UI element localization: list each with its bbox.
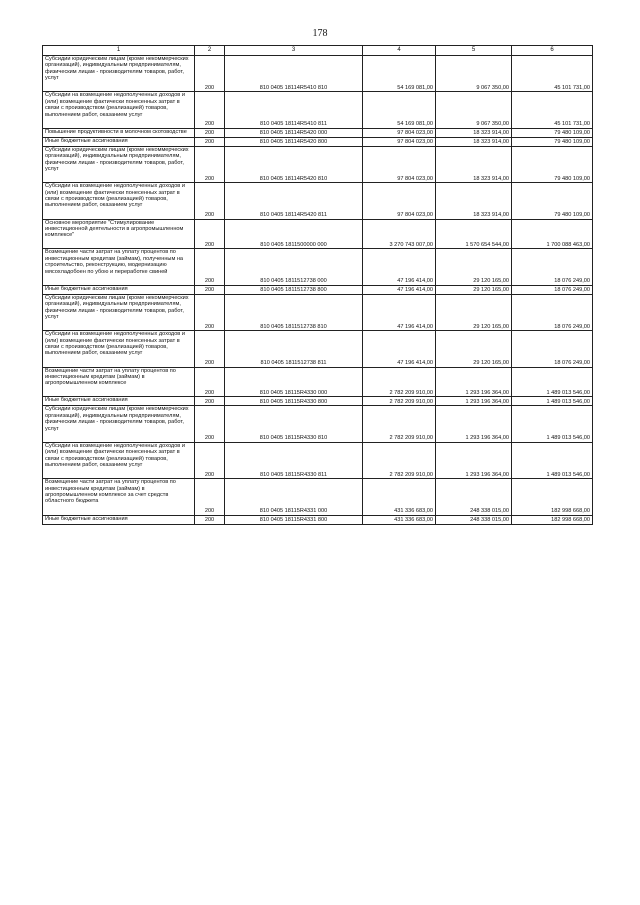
header-col-3: 3 bbox=[225, 46, 363, 56]
row-name-cell: Субсидии юридическим лицам (кроме некоммерческих организаций), индивидуальным предпринимателям, физическим лицам - производителям товаров, работ, услуг bbox=[43, 146, 195, 182]
row-name-cell: Субсидии юридическим лицам (кроме некоммерческих организаций), индивидуальным предпринимателям, физическим лицам - производителям товаров, работ, услуг bbox=[43, 406, 195, 442]
row-code-cell: 200 bbox=[195, 219, 225, 249]
row-code-cell: 200 bbox=[195, 183, 225, 219]
table-row bbox=[43, 397, 593, 406]
row-plan-cell: 47 196 414,00 bbox=[363, 331, 436, 367]
table-row bbox=[43, 128, 593, 137]
table-row bbox=[43, 137, 593, 146]
row-code-cell: 200 bbox=[195, 397, 225, 406]
row-plan-cell: 97 804 023,00 bbox=[363, 146, 436, 182]
header-col-2: 2 bbox=[195, 46, 225, 56]
row-name-cell: Возмещение части затрат на уплату процентов по инвестиционным кредитам (займам), полученным на строительство, реконструкцию, модернизацию мясохладобоен по убою и переработке свиней bbox=[43, 249, 195, 285]
row-code-cell: 200 bbox=[195, 128, 225, 137]
table-row bbox=[43, 515, 593, 524]
row-rest-cell: 18 076 249,00 bbox=[512, 285, 593, 294]
row-rest-cell: 79 480 109,00 bbox=[512, 146, 593, 182]
row-rest-cell: 45 101 731,00 bbox=[512, 56, 593, 92]
row-exec-cell: 18 323 914,00 bbox=[436, 128, 512, 137]
row-rest-cell: 1 489 013 546,00 bbox=[512, 367, 593, 397]
table-row bbox=[43, 406, 593, 442]
row-kbk-cell: 810 0405 18114R5420 800 bbox=[225, 137, 363, 146]
row-code-cell: 200 bbox=[195, 442, 225, 478]
header-col-4: 4 bbox=[363, 46, 436, 56]
row-code-cell: 200 bbox=[195, 285, 225, 294]
row-rest-cell: 18 076 249,00 bbox=[512, 249, 593, 285]
table-header bbox=[43, 46, 593, 56]
row-exec-cell: 9 067 350,00 bbox=[436, 56, 512, 92]
row-kbk-cell: 810 0405 1811512738 000 bbox=[225, 249, 363, 285]
row-rest-cell: 1 700 088 463,00 bbox=[512, 219, 593, 249]
row-name-cell: Иные бюджетные ассигнования bbox=[43, 397, 195, 406]
row-plan-cell: 47 196 414,00 bbox=[363, 249, 436, 285]
row-exec-cell: 9 067 350,00 bbox=[436, 92, 512, 128]
row-rest-cell: 182 998 668,00 bbox=[512, 479, 593, 515]
row-exec-cell: 1 293 196 364,00 bbox=[436, 406, 512, 442]
table-row bbox=[43, 367, 593, 397]
row-kbk-cell: 810 0405 18114R5410 811 bbox=[225, 92, 363, 128]
row-exec-cell: 29 120 165,00 bbox=[436, 294, 512, 330]
table-row bbox=[43, 285, 593, 294]
row-kbk-cell: 810 0405 18115R4330 811 bbox=[225, 442, 363, 478]
row-plan-cell: 3 270 743 007,00 bbox=[363, 219, 436, 249]
row-exec-cell: 18 323 914,00 bbox=[436, 146, 512, 182]
row-plan-cell: 97 804 023,00 bbox=[363, 128, 436, 137]
table-row bbox=[43, 331, 593, 367]
row-name-cell: Повышение продуктивности в молочном скотоводстве bbox=[43, 128, 195, 137]
row-exec-cell: 18 323 914,00 bbox=[436, 137, 512, 146]
row-kbk-cell: 810 0405 18114R5410 810 bbox=[225, 56, 363, 92]
row-plan-cell: 2 782 209 910,00 bbox=[363, 367, 436, 397]
table-row bbox=[43, 479, 593, 515]
row-plan-cell: 54 169 081,00 bbox=[363, 56, 436, 92]
row-rest-cell: 18 076 249,00 bbox=[512, 331, 593, 367]
row-kbk-cell: 810 0405 1811512738 810 bbox=[225, 294, 363, 330]
row-name-cell: Иные бюджетные ассигнования bbox=[43, 285, 195, 294]
page-number: 178 bbox=[312, 28, 328, 39]
row-rest-cell: 79 480 109,00 bbox=[512, 137, 593, 146]
row-code-cell: 200 bbox=[195, 92, 225, 128]
row-rest-cell: 1 489 013 546,00 bbox=[512, 397, 593, 406]
header-col-5: 5 bbox=[436, 46, 512, 56]
row-name-cell: Субсидии на возмещение недополученных доходов и (или) возмещение фактически понесенных затрат в связи с производством (реализацией) товаров, выполнением работ, оказанием услуг bbox=[43, 183, 195, 219]
row-exec-cell: 18 323 914,00 bbox=[436, 183, 512, 219]
row-rest-cell: 182 998 668,00 bbox=[512, 515, 593, 524]
row-code-cell: 200 bbox=[195, 479, 225, 515]
row-plan-cell: 47 196 414,00 bbox=[363, 285, 436, 294]
row-kbk-cell: 810 0405 18115R4330 800 bbox=[225, 397, 363, 406]
table-row bbox=[43, 294, 593, 330]
row-exec-cell: 29 120 165,00 bbox=[436, 331, 512, 367]
row-name-cell: Возмещение части затрат на уплату процентов по инвестиционным кредитам (займам) в агропромышленном комплексе bbox=[43, 367, 195, 397]
row-plan-cell: 97 804 023,00 bbox=[363, 183, 436, 219]
row-code-cell: 200 bbox=[195, 515, 225, 524]
row-kbk-cell: 810 0405 1811500000 000 bbox=[225, 219, 363, 249]
row-name-cell: Субсидии на возмещение недополученных доходов и (или) возмещение фактически понесенных затрат в связи с производством (реализацией) товаров, выполнением работ, оказанием услуг bbox=[43, 331, 195, 367]
row-exec-cell: 248 338 015,00 bbox=[436, 515, 512, 524]
table-body bbox=[43, 56, 593, 525]
row-code-cell: 200 bbox=[195, 249, 225, 285]
header-col-1: 1 bbox=[43, 46, 195, 56]
row-name-cell: Иные бюджетные ассигнования bbox=[43, 515, 195, 524]
row-rest-cell: 45 101 731,00 bbox=[512, 92, 593, 128]
row-name-cell: Иные бюджетные ассигнования bbox=[43, 137, 195, 146]
table-row bbox=[43, 219, 593, 249]
row-plan-cell: 54 169 081,00 bbox=[363, 92, 436, 128]
row-exec-cell: 1 293 196 364,00 bbox=[436, 397, 512, 406]
row-rest-cell: 79 480 109,00 bbox=[512, 183, 593, 219]
row-exec-cell: 248 338 015,00 bbox=[436, 479, 512, 515]
row-kbk-cell: 810 0405 1811512738 811 bbox=[225, 331, 363, 367]
row-exec-cell: 29 120 165,00 bbox=[436, 249, 512, 285]
row-code-cell: 200 bbox=[195, 56, 225, 92]
row-exec-cell: 1 293 196 364,00 bbox=[436, 442, 512, 478]
row-name-cell: Возмещение части затрат на уплату процентов по инвестиционным кредитам (займам) в агропромышленном комплексе за счет средств областного бюджета bbox=[43, 479, 195, 515]
row-plan-cell: 97 804 023,00 bbox=[363, 137, 436, 146]
row-plan-cell: 2 782 209 910,00 bbox=[363, 406, 436, 442]
row-name-cell: Субсидии юридическим лицам (кроме некоммерческих организаций), индивидуальным предпринимателям, физическим лицам - производителям товаров, работ, услуг bbox=[43, 56, 195, 92]
row-code-cell: 200 bbox=[195, 331, 225, 367]
row-name-cell: Субсидии на возмещение недополученных доходов и (или) возмещение фактически понесенных затрат в связи с производством (реализацией) товаров, выполнением работ, оказанием услуг bbox=[43, 442, 195, 478]
budget-table bbox=[42, 45, 593, 525]
row-name-cell: Субсидии юридическим лицам (кроме некоммерческих организаций), индивидуальным предпринимателям, физическим лицам - производителям товаров, работ, услуг bbox=[43, 294, 195, 330]
table-row bbox=[43, 183, 593, 219]
row-rest-cell: 18 076 249,00 bbox=[512, 294, 593, 330]
table-row bbox=[43, 56, 593, 92]
row-kbk-cell: 810 0405 18114R5420 810 bbox=[225, 146, 363, 182]
row-code-cell: 200 bbox=[195, 137, 225, 146]
row-plan-cell: 431 336 683,00 bbox=[363, 515, 436, 524]
row-code-cell: 200 bbox=[195, 367, 225, 397]
row-kbk-cell: 810 0405 18114R5420 811 bbox=[225, 183, 363, 219]
row-exec-cell: 1 570 654 544,00 bbox=[436, 219, 512, 249]
row-plan-cell: 431 336 683,00 bbox=[363, 479, 436, 515]
row-plan-cell: 2 782 209 910,00 bbox=[363, 442, 436, 478]
row-code-cell: 200 bbox=[195, 146, 225, 182]
row-kbk-cell: 810 0405 1811512738 800 bbox=[225, 285, 363, 294]
row-plan-cell: 2 782 209 910,00 bbox=[363, 397, 436, 406]
table-row bbox=[43, 146, 593, 182]
row-kbk-cell: 810 0405 18115R4330 810 bbox=[225, 406, 363, 442]
row-kbk-cell: 810 0405 18114R5420 000 bbox=[225, 128, 363, 137]
row-kbk-cell: 810 0405 18115R4331 800 bbox=[225, 515, 363, 524]
row-name-cell: Основное мероприятие "Стимулирование инвестиционной деятельности в агропромышленном комплексе" bbox=[43, 219, 195, 249]
row-rest-cell: 79 480 109,00 bbox=[512, 128, 593, 137]
row-exec-cell: 29 120 165,00 bbox=[436, 285, 512, 294]
row-code-cell: 200 bbox=[195, 406, 225, 442]
row-kbk-cell: 810 0405 18115R4331 000 bbox=[225, 479, 363, 515]
row-code-cell: 200 bbox=[195, 294, 225, 330]
table-row bbox=[43, 249, 593, 285]
table-row bbox=[43, 442, 593, 478]
header-col-6: 6 bbox=[512, 46, 593, 56]
row-plan-cell: 47 196 414,00 bbox=[363, 294, 436, 330]
row-name-cell: Субсидии на возмещение недополученных доходов и (или) возмещение фактически понесенных затрат в связи с производством (реализацией) товаров, выполнением работ, оказанием услуг bbox=[43, 92, 195, 128]
row-rest-cell: 1 489 013 546,00 bbox=[512, 406, 593, 442]
row-kbk-cell: 810 0405 18115R4330 000 bbox=[225, 367, 363, 397]
table-row bbox=[43, 92, 593, 128]
row-rest-cell: 1 489 013 546,00 bbox=[512, 442, 593, 478]
row-exec-cell: 1 293 196 364,00 bbox=[436, 367, 512, 397]
